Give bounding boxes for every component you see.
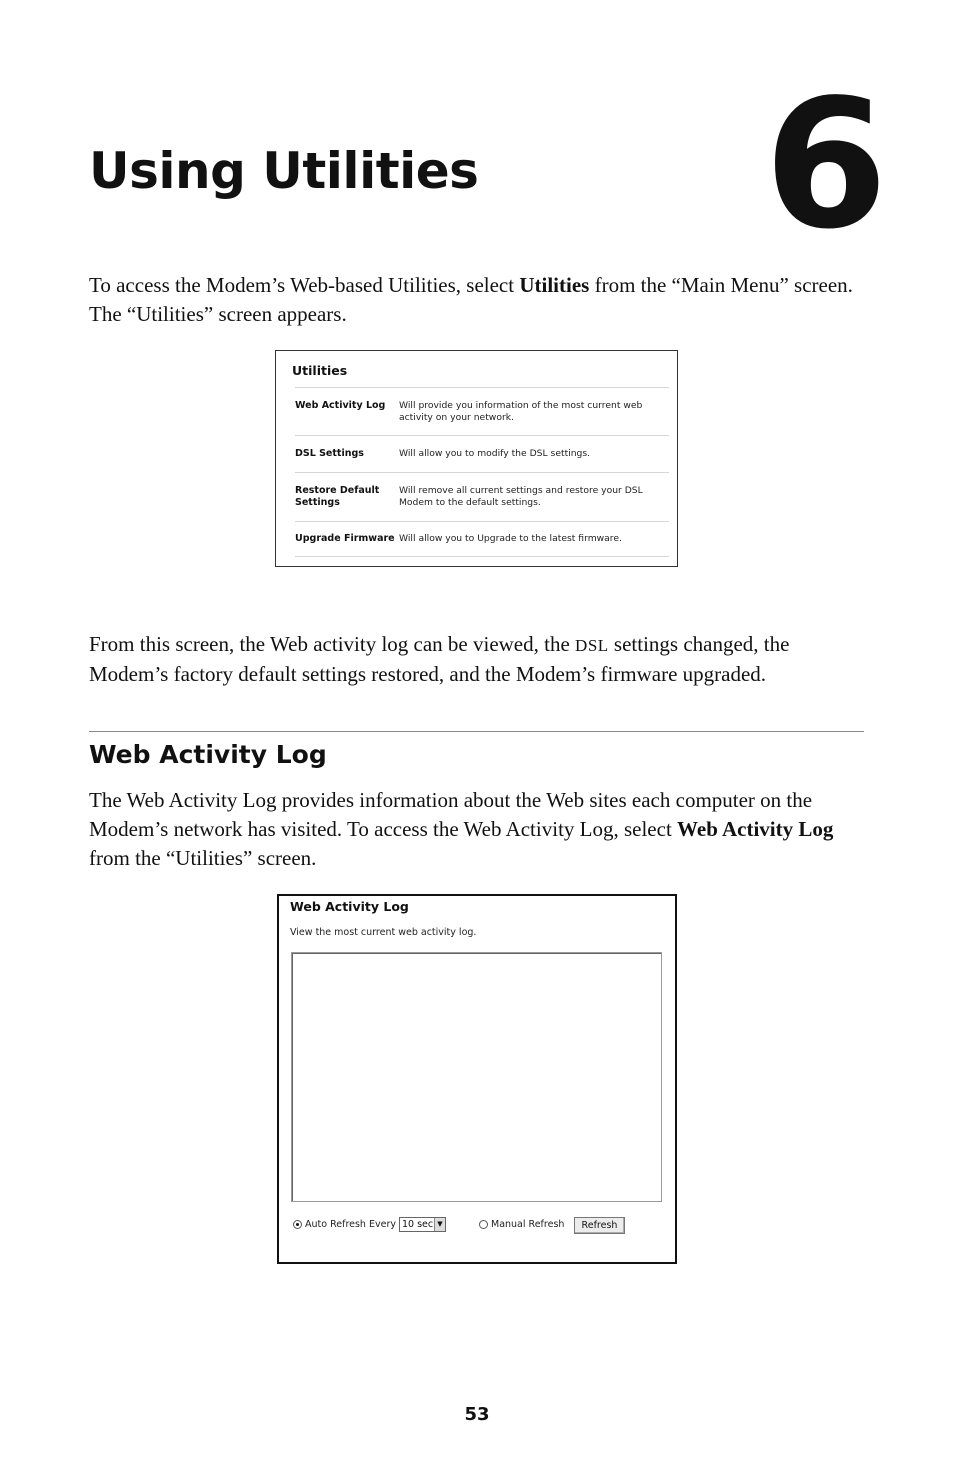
utility-item-upgrade-firmware[interactable]: Upgrade Firmware xyxy=(295,533,395,544)
intro-text-1: To access the Modem’s Web-based Utilities, select xyxy=(89,273,520,297)
utility-item-web-activity-log[interactable]: Web Activity Log xyxy=(295,400,386,411)
web-activity-log-screenshot xyxy=(277,894,677,1264)
refresh-button[interactable]: Refresh xyxy=(574,1217,625,1234)
intro-bold-utilities: Utilities xyxy=(519,273,590,297)
manual-refresh-radio[interactable] xyxy=(479,1220,488,1229)
divider xyxy=(295,521,669,522)
para2-text-2: settings changed, the Modem’s factory default settings restored, and the Modem’s firmware upgraded. xyxy=(89,632,790,686)
para2-smallcaps-dsl: DSL xyxy=(575,636,609,655)
para3-bold-web-activity-log: Web Activity Log xyxy=(677,817,834,841)
utility-item-description: Will remove all current settings and restore your DSL Modem to the default settings. xyxy=(399,485,643,508)
divider xyxy=(295,472,669,473)
manual-refresh-label: Manual Refresh xyxy=(491,1219,565,1230)
utility-item-dsl-settings[interactable]: DSL Settings xyxy=(295,448,364,459)
section-heading: Web Activity Log xyxy=(89,740,327,769)
divider xyxy=(295,435,669,436)
intro-paragraph xyxy=(89,271,869,329)
para2-text-1: From this screen, the Web activity log can be viewed, the xyxy=(89,632,576,656)
divider xyxy=(295,387,669,388)
intro-text-2: from the “Main Menu” screen. The “Utilities” screen appears. xyxy=(89,273,853,326)
utilities-summary-paragraph xyxy=(89,630,869,689)
web-activity-log-title: Web Activity Log xyxy=(290,899,409,914)
utilities-screen-title: Utilities xyxy=(292,363,348,378)
web-activity-paragraph xyxy=(89,786,839,873)
utility-item-description: Will allow you to modify the DSL settings. xyxy=(399,448,591,459)
refresh-interval-value: 10 sec xyxy=(402,1219,434,1230)
chevron-down-icon[interactable]: ▼ xyxy=(434,1218,445,1231)
manual-refresh-option[interactable] xyxy=(479,1219,564,1230)
activity-log-textarea[interactable] xyxy=(291,952,662,1202)
utility-item-restore-default-settings[interactable]: Restore Default Settings xyxy=(295,485,380,508)
divider xyxy=(295,556,669,557)
para3-text-2: from the “Utilities” screen. xyxy=(89,846,317,870)
chapter-title: Using Utilities xyxy=(89,142,479,200)
page-number: 53 xyxy=(464,1404,490,1425)
utility-item-description: Will provide you information of the most current web activity on your network. xyxy=(399,400,643,423)
auto-refresh-option[interactable] xyxy=(293,1219,396,1230)
auto-refresh-radio[interactable] xyxy=(293,1220,302,1229)
para3-text-1: The Web Activity Log provides information about the Web sites each computer on the Modem’s network has visited. To access the Web Activity Log, select xyxy=(89,788,813,841)
utilities-screenshot xyxy=(275,350,678,567)
web-activity-log-description: View the most current web activity log. xyxy=(290,927,477,938)
section-rule xyxy=(89,731,864,732)
chapter-number: 6 xyxy=(764,61,884,268)
auto-refresh-label: Auto Refresh Every xyxy=(305,1219,396,1230)
refresh-interval-select[interactable] xyxy=(399,1217,446,1232)
utility-item-description: Will allow you to Upgrade to the latest firmware. xyxy=(399,533,622,544)
